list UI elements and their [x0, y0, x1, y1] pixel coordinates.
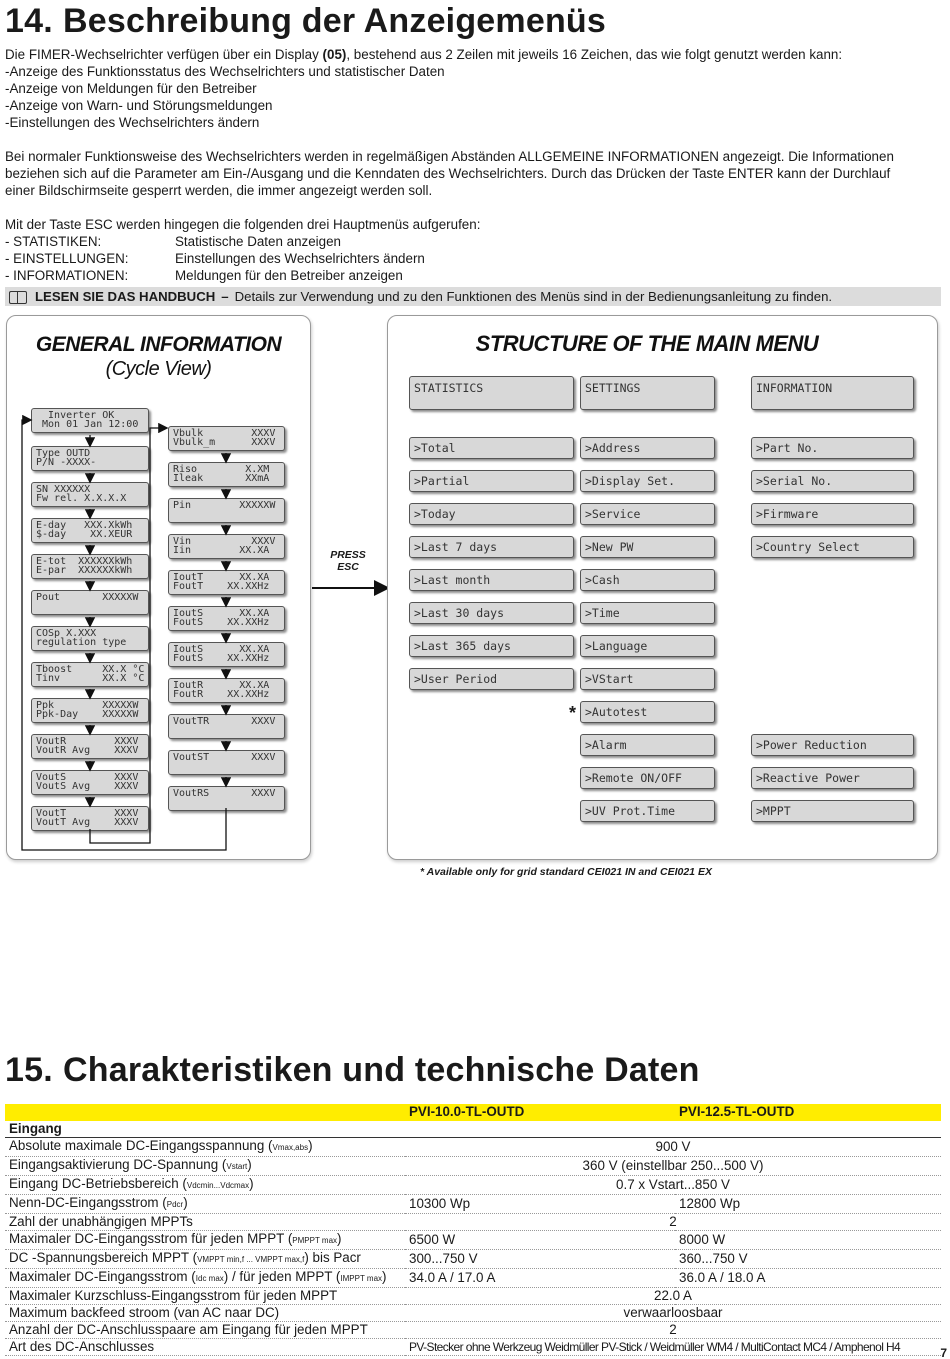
main-menu-title: STRUCTURE OF THE MAIN MENU	[475, 331, 819, 356]
lcd-line	[173, 726, 280, 735]
lcd-line: VoutT XXXV	[36, 808, 139, 819]
menu-key: - EINSTELLUNGEN:	[5, 251, 129, 266]
menu-item-settings[interactable]: >Address	[580, 437, 715, 459]
menu-item-information[interactable]: >Firmware	[751, 503, 914, 525]
lcd-line: regulation type	[36, 637, 127, 648]
lcd-line: Type OUTD	[36, 448, 91, 459]
lcd-line: IoutS XX.XA	[173, 644, 270, 655]
spec-value: 360...750 V	[675, 1250, 941, 1269]
table-row	[5, 1305, 941, 1322]
menu-item-statistics[interactable]: >Last 30 days	[409, 602, 574, 624]
lcd-line	[173, 510, 280, 519]
menu-item-settings[interactable]: >Remote ON/OFF	[580, 767, 715, 789]
table-row	[5, 1138, 941, 1157]
lcd-screen	[168, 462, 285, 487]
lcd-screen	[168, 714, 285, 739]
lcd-line: Vbulk XXXV	[173, 428, 276, 439]
lcd-line: VoutS Avg XXXV	[36, 781, 139, 792]
spec-value: 900 V	[405, 1138, 941, 1157]
menu-item-information2[interactable]: >MPPT	[751, 800, 914, 822]
menu-item-settings[interactable]: >Autotest	[580, 701, 715, 723]
lcd-line: Vbulk_m XXXV	[173, 437, 276, 448]
lcd-line: IoutT XX.XA	[173, 572, 270, 583]
lcd-line: IoutS XX.XA	[173, 608, 270, 619]
table-row	[5, 1231, 941, 1250]
section-title: Charakteristiken und technische Daten	[63, 1051, 700, 1089]
spec-value: 2	[405, 1322, 941, 1339]
lcd-screen	[31, 554, 149, 579]
header-blank	[5, 1104, 405, 1121]
lcd-screen	[31, 770, 149, 795]
lcd-line: Mon 01 Jan 12:00	[36, 419, 139, 430]
model-name: PVI-10.0-TL-OUTD	[405, 1104, 675, 1121]
paragraph-line: Bei normaler Funktionsweise des Wechselrichters werden in regelmäßigen Abständen ALLGEMEINE INFORMATIONEN angezeigt. Die Informationen	[5, 149, 894, 164]
bullet-item: -Anzeige von Warn- und Störungsmeldungen	[5, 98, 273, 113]
menu-item-statistics[interactable]: >Partial	[409, 470, 574, 492]
lcd-screen	[31, 408, 149, 433]
lcd-line: SN XXXXXX	[36, 484, 91, 495]
menu-item-statistics[interactable]: >User Period	[409, 668, 574, 690]
section-label: Eingang	[5, 1121, 941, 1138]
paragraph-line: einer Bildschirmseite gesperrt werden, die immer angezeigt werden soll.	[5, 183, 433, 198]
menu-description-row	[5, 250, 945, 267]
bullet-list	[5, 63, 945, 131]
menu-item-settings[interactable]: >UV Prot.Time	[580, 800, 715, 822]
bullet-item: -Anzeige des Funktionsstatus des Wechselrichters und statistischer Daten	[5, 64, 445, 79]
section-number: 15.	[5, 1051, 53, 1089]
menu-desc: Meldungen für den Betreiber anzeigen	[175, 268, 403, 283]
lcd-line: FoutR XX.XXHz	[173, 689, 270, 700]
lcd-line: Tboost XX.X °C	[36, 664, 145, 675]
spec-value: 36.0 A / 18.0 A	[675, 1269, 941, 1288]
table-row	[5, 1176, 941, 1195]
lcd-line: VoutST XXXV	[173, 752, 276, 763]
menu-desc: Statistische Daten anzeigen	[175, 234, 341, 249]
lcd-screen	[168, 606, 285, 631]
menu-item-statistics[interactable]: >Last 365 days	[409, 635, 574, 657]
spec-label: Maximum backfeed stroom (van AC naar DC)	[5, 1305, 405, 1322]
spec-value: verwaarloosbaar	[405, 1305, 941, 1322]
menu-item-settings[interactable]: >Language	[580, 635, 715, 657]
spec-label: DC -Spannungsbereich MPPT (VMPPT min,f ... VMPPT max,f) bis Pacr	[5, 1250, 405, 1269]
general-info-title: GENERAL INFORMATION	[35, 333, 282, 356]
lcd-line: FoutT XX.XXHz	[173, 581, 270, 592]
spec-value: 360 V (einstellbar 250...500 V)	[405, 1157, 941, 1176]
menu-item-settings[interactable]: >Service	[580, 503, 715, 525]
spec-label: Maximaler DC-Eingangsstrom (Idc max) / für jeden MPPT (IMPPT max)	[5, 1269, 405, 1288]
lcd-line: Vin XXXV	[173, 536, 276, 547]
lcd-line: FoutS XX.XXHz	[173, 653, 270, 664]
paragraph-esc: Mit der Taste ESC werden hingegen die folgenden drei Hauptmenüs aufgerufen:	[5, 217, 481, 232]
lcd-screen	[31, 446, 149, 471]
paragraph-general-info	[5, 148, 945, 199]
lcd-screen	[31, 482, 149, 507]
section-number: 14.	[5, 2, 53, 40]
lcd-line	[36, 602, 144, 611]
menu-item-statistics[interactable]: >Today	[409, 503, 574, 525]
table-row	[5, 1288, 941, 1305]
spec-value: 2	[405, 1214, 941, 1231]
spec-value: 8000 W	[675, 1231, 941, 1250]
spec-header-row	[5, 1104, 941, 1121]
lcd-line: Pin XXXXXW	[173, 500, 276, 511]
menu-item-information2[interactable]: >Reactive Power	[751, 767, 914, 789]
spec-value: 10300 Wp	[405, 1195, 675, 1214]
lcd-screen	[31, 590, 149, 615]
lcd-line: Fw rel. X.X.X.X	[36, 493, 127, 504]
lcd-line	[173, 798, 280, 807]
menu-item-settings[interactable]: >VStart	[580, 668, 715, 690]
lcd-line: VoutS XXXV	[36, 772, 139, 783]
table-row	[5, 1322, 941, 1339]
table-row	[5, 1269, 941, 1288]
lcd-line: IoutR XX.XA	[173, 680, 270, 691]
page-number: 7	[940, 1346, 947, 1359]
menu-item-statistics[interactable]: >Last month	[409, 569, 574, 591]
lcd-screen	[31, 734, 149, 759]
spec-label: Absolute maximale DC-Eingangsspannung (Vmax,abs)	[5, 1138, 405, 1157]
lcd-screen	[31, 806, 149, 831]
lcd-screen	[168, 678, 285, 703]
spec-value: 0.7 x Vstart...850 V	[405, 1176, 941, 1195]
lcd-screen	[31, 698, 149, 723]
menu-item-information2[interactable]: >Power Reduction	[751, 734, 914, 756]
menu-description-row	[5, 267, 945, 284]
menu-item-information[interactable]: >Serial No.	[751, 470, 914, 492]
press-esc-label: PRESS ESC	[330, 549, 366, 573]
manual-note	[5, 287, 941, 306]
lcd-line: VoutR Avg XXXV	[36, 745, 139, 756]
spec-label: Eingangsaktivierung DC-Spannung (Vstart)	[5, 1157, 405, 1176]
menu-item-settings[interactable]: >New PW	[580, 536, 715, 558]
spec-label: Nenn-DC-Eingangsstrom (Pdcr)	[5, 1195, 405, 1214]
table-row	[5, 1339, 941, 1356]
lcd-screen	[168, 750, 285, 775]
autotest-asterisk: *	[569, 703, 577, 723]
menu-item-statistics[interactable]: >Total	[409, 437, 574, 459]
bullet-item: -Einstellungen des Wechselrichters ändern	[5, 115, 260, 130]
spec-label: Zahl der unabhängigen MPPTs	[5, 1214, 405, 1231]
section-15-heading	[5, 1051, 700, 1090]
availability-footnote: * Available only for grid standard CEI021 IN and CEI021 EX	[420, 866, 712, 878]
book-icon	[9, 291, 27, 303]
spec-label: Maximaler Kurzschluss-Eingangsstrom für jeden MPPT	[5, 1288, 405, 1305]
menu-item-statistics[interactable]: >Last 7 days	[409, 536, 574, 558]
note-dash: –	[221, 289, 229, 304]
lcd-screen	[168, 786, 285, 811]
menu-description-row	[5, 233, 945, 250]
lcd-line: E-day XXX.XkWh	[36, 520, 133, 531]
note-title: LESEN SIE DAS HANDBUCH	[35, 289, 216, 304]
lcd-line: Ppk-Day XXXXXW	[36, 709, 139, 720]
spec-label: Art des DC-Anschlusses	[5, 1339, 405, 1356]
lcd-line: VoutT Avg XXXV	[36, 817, 139, 828]
lcd-screen	[168, 642, 285, 667]
lcd-screen	[168, 498, 285, 523]
lcd-line: E-par XXXXXXkWh	[36, 565, 133, 576]
spec-label: Eingang DC-Betriebsbereich (Vdcmin...Vdcmax)	[5, 1176, 405, 1195]
spec-label: Maximaler DC-Eingangsstrom für jeden MPPT (PMPPT max)	[5, 1231, 405, 1250]
menu-header-statistics[interactable]: STATISTICS	[409, 376, 574, 410]
menu-key: - STATISTIKEN:	[5, 234, 102, 249]
menu-key: - INFORMATIONEN:	[5, 268, 129, 283]
table-row	[5, 1157, 941, 1176]
spec-value: 6500 W	[405, 1231, 675, 1250]
spec-section-row	[5, 1121, 941, 1138]
lcd-screen	[31, 662, 149, 687]
spec-value: 300...750 V	[405, 1250, 675, 1269]
lcd-line: FoutS XX.XXHz	[173, 617, 270, 628]
spec-value: PV-Stecker ohne Werkzeug Weidmüller PV-Stick / Weidmüller WM4 / MultiContact MC4 / Amphenol H4	[405, 1339, 941, 1356]
menu-item-settings[interactable]: >Display Set.	[580, 470, 715, 492]
bullet-item: -Anzeige von Meldungen für den Betreiber	[5, 81, 257, 96]
menu-item-settings[interactable]: >Cash	[580, 569, 715, 591]
lcd-line: Inverter OK	[36, 410, 115, 421]
table-row	[5, 1195, 941, 1214]
menu-header-settings[interactable]: SETTINGS	[580, 376, 715, 410]
model-name: PVI-12.5-TL-OUTD	[675, 1104, 941, 1121]
lcd-line: Ileak XXmA	[173, 473, 270, 484]
intro-paragraph: Die FIMER-Wechselrichter verfügen über ein Display (05), bestehend aus 2 Zeilen mit jeweils 16 Zeichen, das wie folgt genutzt werden kann:	[5, 47, 843, 62]
section-14-heading	[5, 2, 606, 41]
lcd-line	[173, 762, 280, 771]
spec-value: 34.0 A / 17.0 A	[405, 1269, 675, 1288]
menu-item-settings[interactable]: >Alarm	[580, 734, 715, 756]
spec-value: 22.0 A	[405, 1288, 941, 1305]
lcd-line: VoutRS XXXV	[173, 788, 276, 799]
spec-table	[5, 1104, 941, 1356]
menu-desc: Einstellungen des Wechselrichters ändern	[175, 251, 425, 266]
spec-label: Anzahl der DC-Anschlusspaare am Eingang für jeden MPPT	[5, 1322, 405, 1339]
spec-value: 12800 Wp	[675, 1195, 941, 1214]
lcd-screen	[31, 518, 149, 543]
note-text: Details zur Verwendung und zu den Funktionen des Menüs sind in der Bedienungsanleitung zu finden.	[234, 289, 833, 304]
paragraph-line: beziehen sich auf die Parameter am Ein-/Ausgang und die Kenndaten des Wechselrichters. Durch das Drücken der Taste ENTER kann der Durchlauf	[5, 166, 891, 181]
table-row	[5, 1250, 941, 1269]
lcd-line: P/N -XXXX-	[36, 457, 97, 468]
lcd-screen	[168, 534, 285, 559]
lcd-line: Tinv XX.X °C	[36, 673, 145, 684]
table-row	[5, 1214, 941, 1231]
main-menu-list	[5, 233, 945, 284]
lcd-screen	[31, 626, 149, 651]
menu-item-information[interactable]: >Country Select	[751, 536, 914, 558]
menu-header-information[interactable]: INFORMATION	[751, 376, 914, 410]
lcd-line: COSp X.XXX	[36, 628, 97, 639]
lcd-line: VoutR XXXV	[36, 736, 139, 747]
lcd-line: Riso X.XM	[173, 464, 270, 475]
intro-text	[5, 46, 945, 284]
lcd-line: Pout XXXXXW	[36, 592, 139, 603]
lcd-screen	[168, 426, 285, 451]
menu-item-information[interactable]: >Part No.	[751, 437, 914, 459]
lcd-line: VoutTR XXXV	[173, 716, 276, 727]
lcd-line: Iin XX.XA	[173, 545, 270, 556]
lcd-line: $-day XX.XEUR	[36, 529, 133, 540]
menu-item-settings[interactable]: >Time	[580, 602, 715, 624]
lcd-line: Ppk XXXXXW	[36, 700, 139, 711]
general-info-subtitle: (Cycle View)	[105, 358, 212, 380]
lcd-screen	[168, 570, 285, 595]
lcd-line: E-tot XXXXXXkWh	[36, 556, 133, 567]
section-title: Beschreibung der Anzeigemenüs	[63, 2, 606, 40]
